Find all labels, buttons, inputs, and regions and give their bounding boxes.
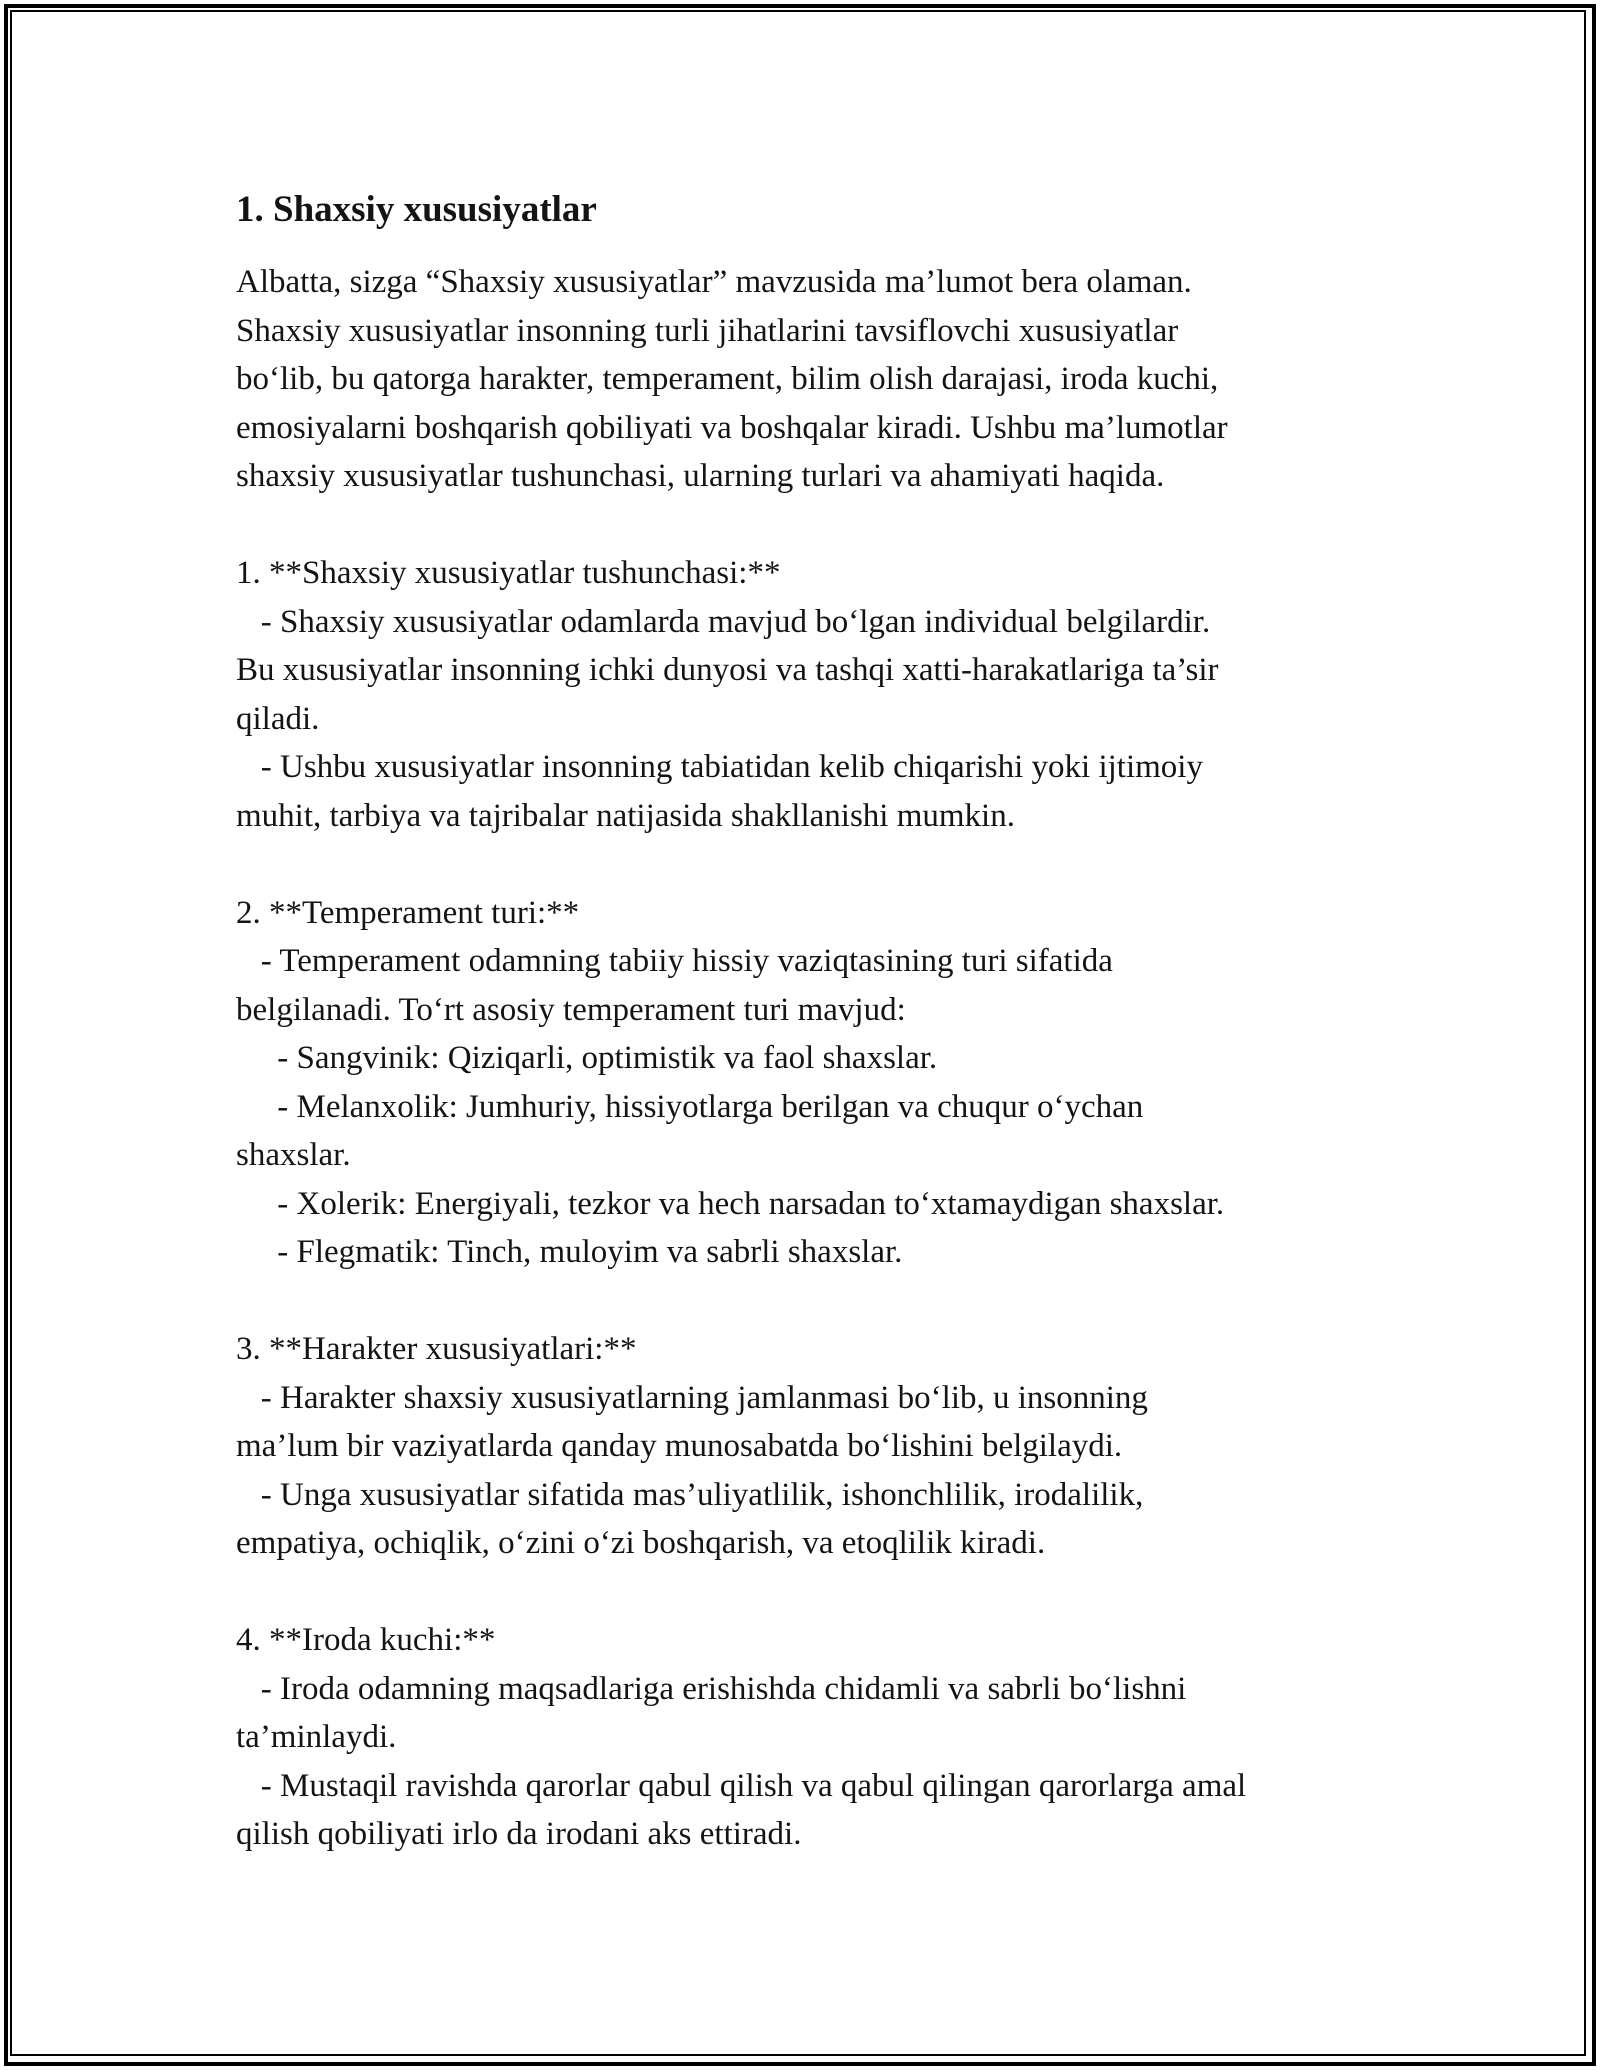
text-line: - Sangvinik: Qiziqarli, optimistik va faol shaxslar.	[236, 1040, 938, 1076]
text-line: emosiyalarni boshqarish qobiliyati va boshqalar kiradi. Ushbu ma’lumotlar	[236, 409, 1228, 446]
text-line: - Harakter shaxsiy xususiyatlarning jamlanmasi bo‘lib, u insonning	[236, 1379, 1148, 1416]
text-line: ma’lum bir vaziyatlarda qanday munosabatda bo‘lishini belgilaydi.	[236, 1428, 1123, 1464]
text-line: belgilanadi. To‘rt asosiy temperament turi mavjud:	[236, 991, 906, 1028]
document-body	[236, 186, 1416, 1859]
text-line: shaxsiy xususiyatlar tushunchasi, ularning turlari va ahamiyati haqida.	[236, 458, 1165, 494]
text-line: qilish qobiliyati irlo da irodani aks ettiradi.	[236, 1816, 802, 1852]
text-line: qiladi.	[236, 700, 320, 737]
text-line: empatiya, ochiqlik, o‘zini o‘zi boshqarish, va etoqlilik kiradi.	[236, 1525, 1046, 1561]
text-line: - Ushbu xususiyatlar insonning tabiatidan kelib chiqarishi yoki ijtimoiy	[236, 749, 1203, 785]
text-line: ta’minlaydi.	[236, 1719, 397, 1755]
document-text	[236, 258, 1416, 1859]
text-line: 1. **Shaxsiy xususiyatlar tushunchasi:**	[236, 555, 781, 591]
text-line: - Iroda odamning maqsadlariga erishishda chidamli va sabrli bo‘lishni	[236, 1670, 1187, 1707]
text-line: - Unga xususiyatlar sifatida mas’uliyatlilik, ishonchlilik, irodalilik,	[236, 1476, 1144, 1513]
text-line: Bu xususiyatlar insonning ichki dunyosi va tashqi xatti-harakatlariga ta’sir	[236, 652, 1219, 688]
blank-line	[236, 501, 1416, 550]
text-line: - Shaxsiy xususiyatlar odamlarda mavjud bo‘lgan individual belgilardir.	[236, 603, 1211, 640]
text-line: Shaxsiy xususiyatlar insonning turli jihatlarini tavsiflovchi xususiyatlar	[236, 312, 1179, 349]
text-line: 2. **Temperament turi:**	[236, 894, 580, 931]
text-line: - Flegmatik: Tinch, muloyim va sabrli shaxslar.	[236, 1234, 903, 1270]
blank-line	[236, 840, 1416, 889]
text-line: bo‘lib, bu qatorga harakter, temperament, bilim olish darajasi, iroda kuchi,	[236, 361, 1219, 397]
text-line: - Temperament odamning tabiiy hissiy vaziqtasining turi sifatida	[236, 943, 1113, 979]
text-line: shaxslar.	[236, 1137, 351, 1173]
text-line: - Melanxolik: Jumhuriy, hissiyotlarga berilgan va chuqur o‘ychan	[236, 1088, 1144, 1125]
text-line: muhit, tarbiya va tajribalar natijasida shakllanishi mumkin.	[236, 797, 1015, 834]
document-title: 1. Shaxsiy xususiyatlar	[236, 189, 597, 230]
text-line: 4. **Iroda kuchi:**	[236, 1622, 496, 1658]
text-line: - Xolerik: Energiyali, tezkor va hech narsadan to‘xtamaydigan shaxslar.	[236, 1185, 1225, 1222]
text-line: - Mustaqil ravishda qarorlar qabul qilish va qabul qilingan qarorlarga amal	[236, 1767, 1247, 1804]
text-line: Albatta, sizga “Shaxsiy xususiyatlar” mavzusida ma’lumot bera olaman.	[236, 264, 1192, 300]
blank-line	[236, 1568, 1416, 1617]
text-line: 3. **Harakter xususiyatlari:**	[236, 1331, 637, 1367]
blank-line	[236, 1277, 1416, 1326]
